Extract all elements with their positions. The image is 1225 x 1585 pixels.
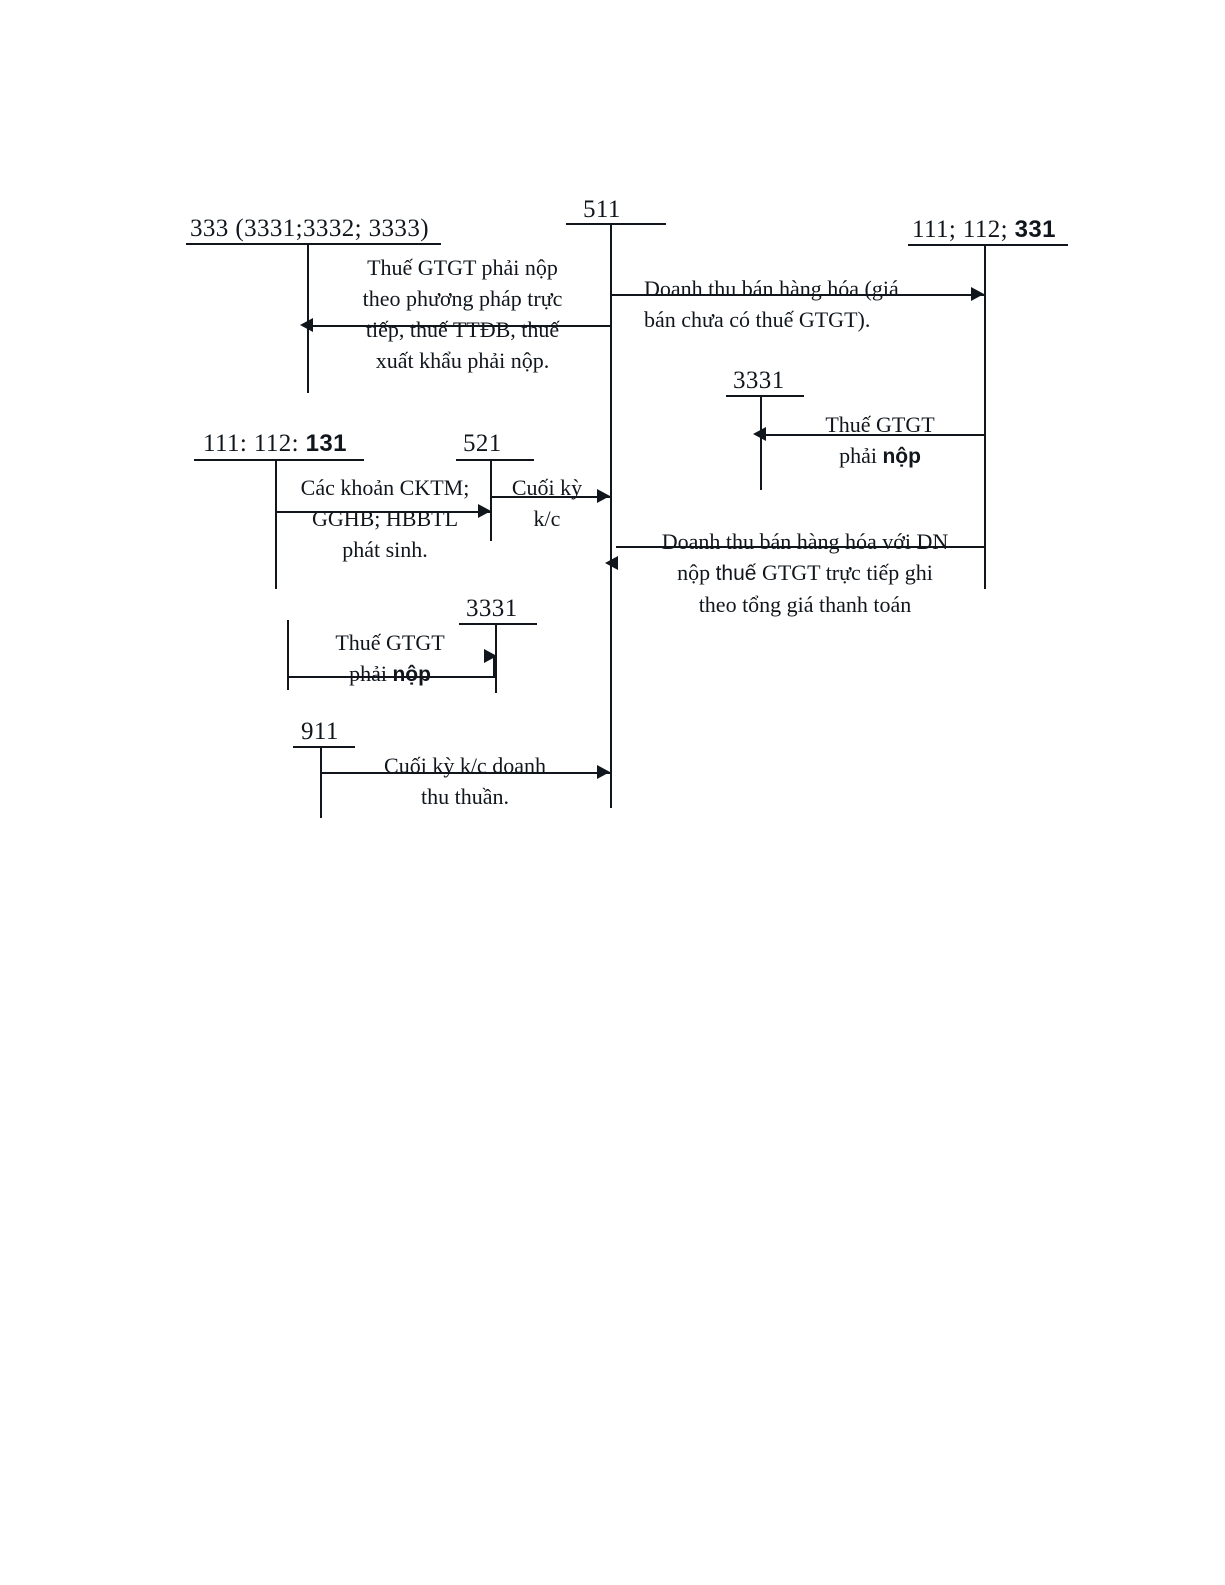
entry-line: phải nộp xyxy=(349,661,431,686)
entry-line: Thuế GTGT xyxy=(825,412,935,437)
flow-arrow-period-end-transfer xyxy=(597,489,610,503)
entry-text-period-end-transfer xyxy=(497,472,597,534)
account-label-131-bold: 131 xyxy=(305,430,347,457)
account-rule-333 xyxy=(186,243,441,245)
flow-arrow-revenue-gross xyxy=(605,556,618,570)
entry-line: nộp thuế GTGT trực tiếp ghi xyxy=(677,560,933,585)
entry-line: k/c xyxy=(533,506,561,531)
entry-line xyxy=(644,273,974,304)
account-label-111-112-131-text: 111: 112: xyxy=(203,430,306,457)
entry-text-net-revenue-transfer xyxy=(340,750,590,812)
account-stem-111-112-331 xyxy=(984,244,986,439)
flow-arrow-net-revenue-transfer xyxy=(597,765,610,779)
entry-line-text: Doanh thu bán hàng hóa (giá xyxy=(644,276,899,301)
entry-text-deductions xyxy=(285,472,485,565)
account-label-111-112-131 xyxy=(203,430,347,458)
account-rule-511 xyxy=(566,223,666,225)
account-rule-3331-right xyxy=(726,395,804,397)
flow-arrow-tax-payable-direct xyxy=(300,318,313,332)
account-label-331-bold: 331 xyxy=(1014,216,1056,243)
account-label-111-112-331-text: 111; 112; xyxy=(912,216,1015,243)
entry-line-text: bán chưa có thuế GTGT). xyxy=(644,307,871,332)
account-stem-111-112-131 xyxy=(275,459,277,589)
entry-line: Các khoản CKTM; xyxy=(300,475,470,500)
entry-text-tax-payable-direct xyxy=(345,252,580,376)
account-label-911: 911 xyxy=(301,718,339,745)
account-rule-521 xyxy=(456,459,534,461)
account-stem-3331-right xyxy=(760,395,762,490)
account-stem-111-112-131-lower xyxy=(287,620,289,690)
entry-line: Thuế GTGT phải nộp xyxy=(367,255,558,280)
account-label-521: 521 xyxy=(463,430,502,457)
account-rule-111-112-331 xyxy=(908,244,1068,246)
flow-arrow-vat-payable-right xyxy=(753,427,766,441)
account-label-111-112-331 xyxy=(912,216,1056,244)
entry-line: Thuế GTGT xyxy=(335,630,445,655)
entry-line: tiếp, thuế TTĐB, thuế xyxy=(365,317,560,342)
entry-line: Cuối kỳ k/c doanh xyxy=(384,753,546,778)
entry-text-vat-payable-right xyxy=(790,409,970,472)
account-label-511: 511 xyxy=(583,196,621,223)
flow-riser-vat-payable-mid xyxy=(493,656,495,678)
account-stem-911 xyxy=(320,746,322,818)
account-label-333: 333 (3331;3332; 3333) xyxy=(190,215,429,242)
entry-line: Cuối kỳ xyxy=(511,475,583,500)
entry-line: Doanh thu bán hàng hóa với DN xyxy=(661,529,949,554)
account-rule-3331-mid xyxy=(459,623,537,625)
entry-text-vat-payable-mid xyxy=(300,627,480,690)
account-rule-111-112-131 xyxy=(194,459,364,461)
entry-line: phải nộp xyxy=(839,443,921,468)
account-stem-511 xyxy=(610,223,612,808)
entry-line: xuất khẩu phải nộp. xyxy=(375,348,550,373)
account-stem-521 xyxy=(490,459,492,541)
entry-text-revenue-excl-vat xyxy=(644,273,974,335)
flow-arrow-vat-payable-mid xyxy=(484,649,497,663)
entry-text-revenue-gross xyxy=(625,526,985,620)
entry-line xyxy=(644,304,974,335)
account-label-3331-mid: 3331 xyxy=(466,595,518,622)
account-label-3331-right: 3331 xyxy=(733,367,785,394)
account-rule-911 xyxy=(293,746,355,748)
entry-line: thu thuần. xyxy=(421,784,509,809)
entry-line: theo phương pháp trực xyxy=(362,286,563,311)
entry-line: GGHB; HBBTL xyxy=(311,506,459,531)
entry-line: theo tổng giá thanh toán xyxy=(698,592,912,617)
entry-line: phát sinh. xyxy=(342,537,428,562)
